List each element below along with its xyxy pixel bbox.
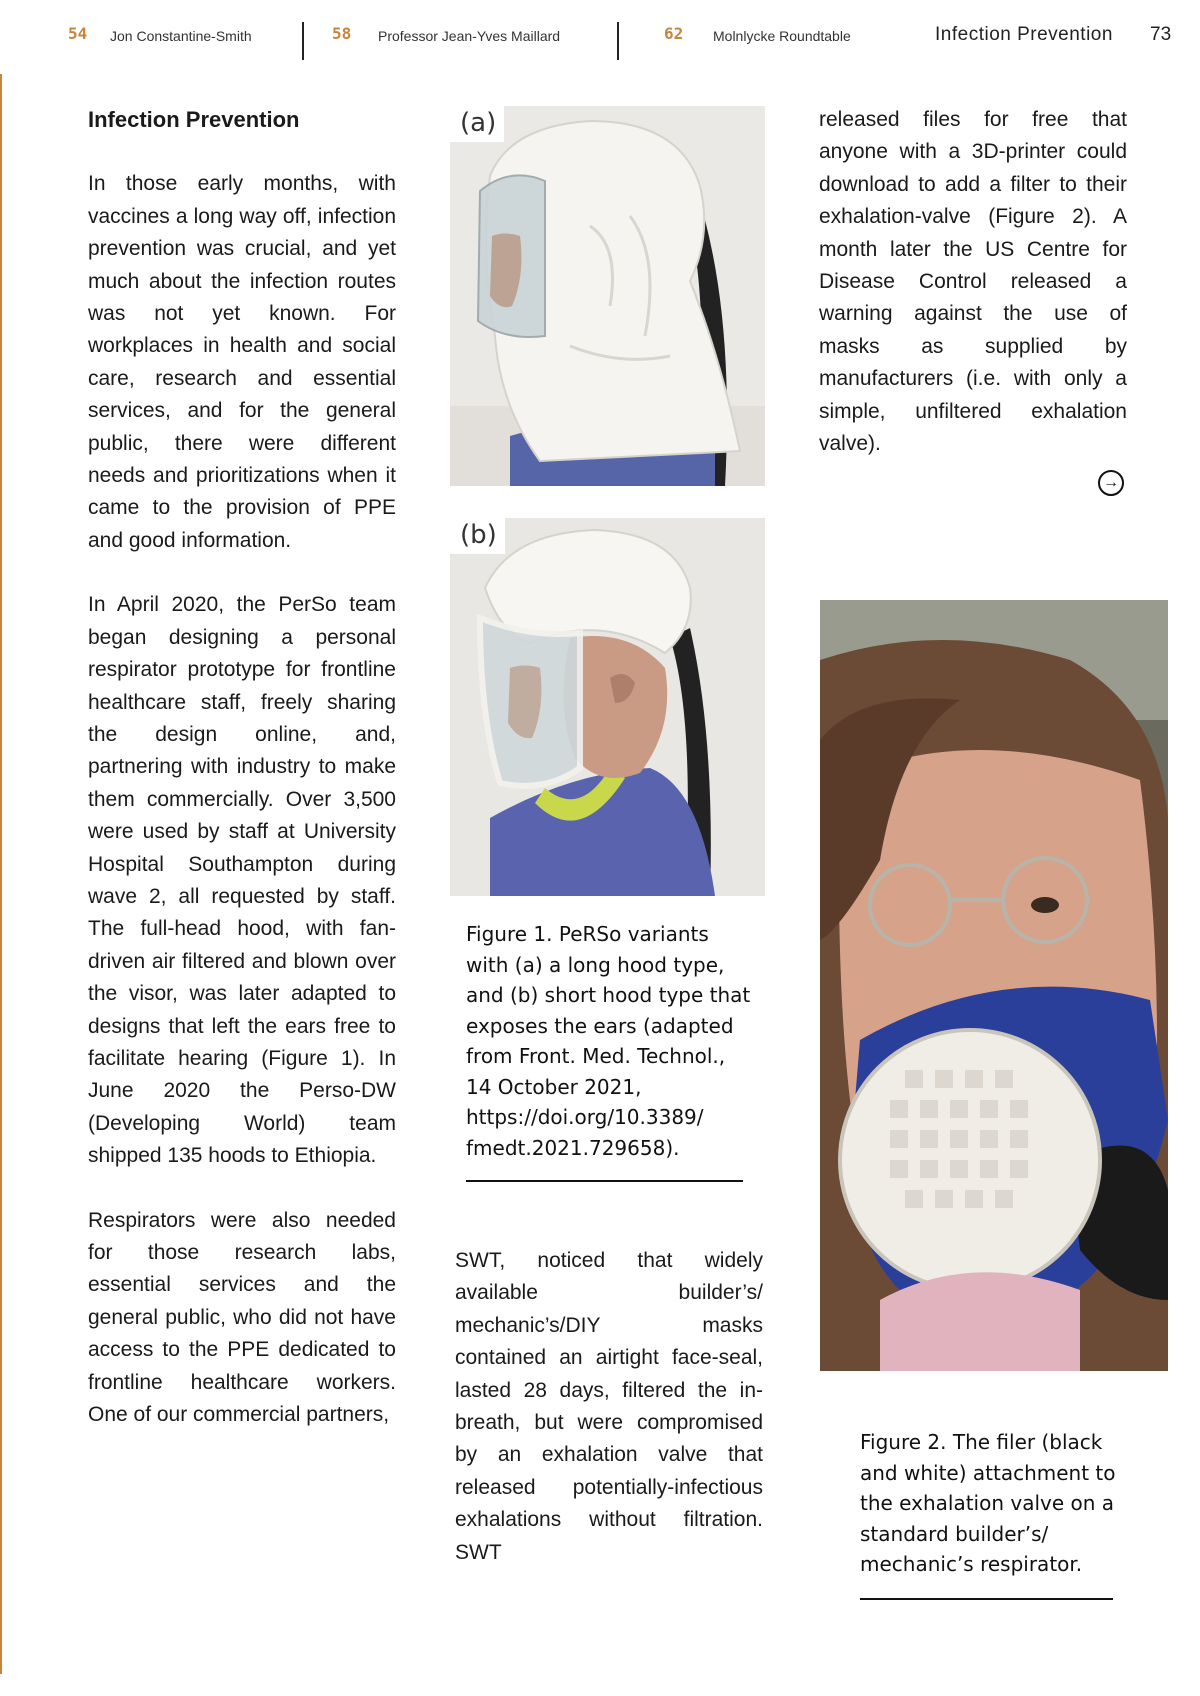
article-paragraph: released files for free that anyone with a 3D-printer could download to add a filter to their exhalation-valve (Figure 2). A month later the US Centre for Disease Control released a warning against the use of masks as supplied by manufacturers (i.e. with only a simple, unfiltered exhalation valve). xyxy=(819,108,1127,456)
header-page-ref-2[interactable]: 58 xyxy=(332,24,352,43)
figure-1a-label: (a) xyxy=(450,106,504,142)
header-section-title: Infection Prevention xyxy=(935,24,1113,45)
header-author-1[interactable]: Jon Constantine-Smith xyxy=(110,28,252,44)
figure-2-caption: Figure 2. The filer (black and white) attachment to the exhalation valve on a standard builder’s/ mechanic’s respirator. xyxy=(860,1430,1116,1576)
header-page-ref-3[interactable]: 62 xyxy=(664,24,684,43)
article-heading: Infection Prevention xyxy=(88,107,300,132)
figure-2-photo xyxy=(820,600,1168,1371)
article-paragraph: In April 2020, the PerSo team began designing a personal respirator prototype for frontline healthcare staff, freely sharing the design online, and, partnering with industry to make them commercially. Over 3,500 were used by staff at University Hospital Southampton during wave 2, all requested by staff. The full-head hood, with fan-driven air filtered and blown over the visor, was later adapted to designs that left the ears free to facilitate hearing (Figure 1). In June 2020 the Perso-DW (Developing World) team shipped 135 hoods to Ethiopia. xyxy=(88,593,396,1168)
header-author-2[interactable]: Professor Jean-Yves Maillard xyxy=(378,28,561,44)
article-paragraph: SWT, noticed that widely available builder’s/ mechanic’s/DIY masks contained an airtight face-seal, lasted 28 days, filtered the in-breath, but were compromised by an exhalation valve that released potentially-infectious exhalations without filtration. SWT xyxy=(455,1249,763,1564)
caption-rule xyxy=(860,1598,1113,1600)
header-author-3[interactable]: Molnlycke Roundtable xyxy=(713,28,851,44)
header-divider xyxy=(617,22,619,60)
header-page-ref-1[interactable]: 54 xyxy=(68,24,88,43)
article-column-right xyxy=(819,104,1127,492)
article-column-middle xyxy=(455,1245,763,1601)
figure-1b-photo xyxy=(450,518,765,896)
article-paragraph: Respirators were also needed for those research labs, essential services and the general public, who did not have access to the PPE dedicated to frontline healthcare workers. One of our commercial partners, xyxy=(88,1208,396,1427)
figure-1a-photo xyxy=(450,106,765,486)
margin-accent-rule xyxy=(0,74,2,1674)
arrow-right-circle-icon[interactable]: → xyxy=(1098,470,1124,496)
article-paragraph: In those early months, with vaccines a long way off, infection prevention was crucial, and yet much about the infection routes was not yet known. For workplaces in health and social care, research and essential services, and for the general public, there were different needs and prioritizations when it came to the provision of PPE and good information. xyxy=(88,172,396,552)
header-divider xyxy=(302,22,304,60)
article-column-left xyxy=(88,104,396,1463)
figure-1b-label: (b) xyxy=(450,518,505,554)
caption-rule xyxy=(466,1180,743,1182)
page-number: 73 xyxy=(1150,24,1172,45)
figure-1-caption: Figure 1. PeRSo variants with (a) a long hood type, and (b) short hood type that exposes the ears (adapted from Front. Med. Technol., 14 October 2021, https://doi.org/10.3389/ fmedt.2021.729658). xyxy=(466,922,751,1160)
